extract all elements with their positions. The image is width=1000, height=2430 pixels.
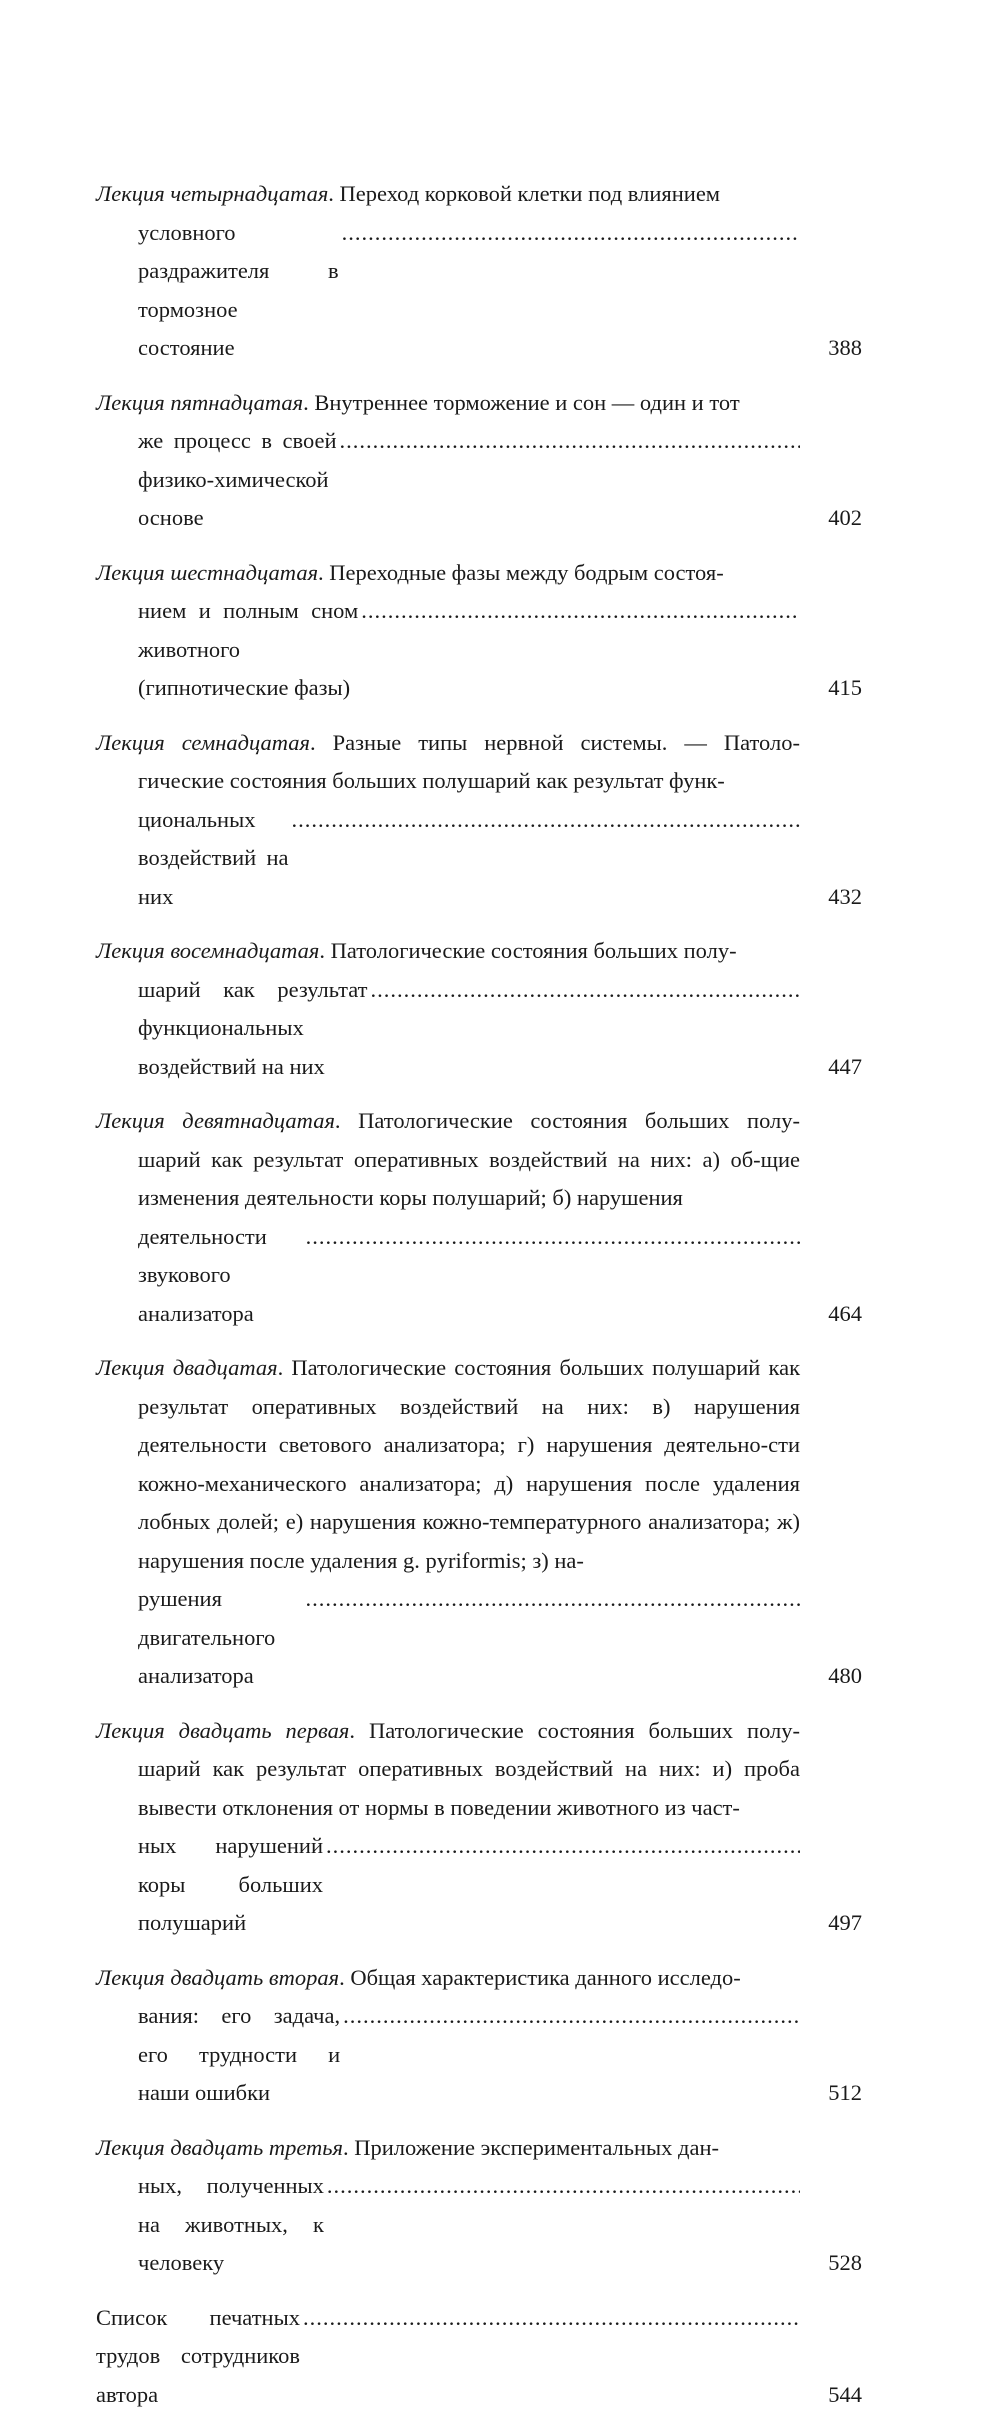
toc-entry-last-line [138, 1218, 800, 1334]
toc-entry-title: . Приложение экспериментальных дан- [342, 2134, 720, 2160]
toc-entry-title: Список печатных трудов сотрудников автора [96, 2304, 300, 2407]
toc-entry-title: . Общая характеристика данного исследо- [339, 1964, 741, 1990]
toc-entry-text [96, 1712, 862, 1943]
leader-dots [326, 1827, 800, 1866]
toc-entry-text [96, 175, 862, 368]
toc-page-number: 464 [828, 1300, 862, 1326]
toc-entry-text [96, 2299, 862, 2415]
leader-dots [371, 971, 801, 1010]
toc-entry-title-end: условного раздражителя в тормозное состояние [138, 219, 339, 360]
toc-entry-lecture-17[interactable] [96, 724, 862, 917]
toc-entry-title-end: деятельности звукового анализатора [138, 1223, 267, 1326]
toc-entry-last-line [138, 2167, 800, 2283]
toc-entry-title: . Внутреннее торможение и сон — один и тот [303, 389, 740, 415]
toc-entry-lecture-21[interactable] [96, 1712, 862, 1943]
toc-entry-title-end: же процесс в своей физико-химической основе [138, 428, 337, 530]
toc-entry-publications[interactable] [96, 2299, 862, 2415]
toc-entry-last-line [138, 1580, 800, 1696]
toc-entry-title-end: ных, полученных на животных, к человеку [138, 2173, 324, 2275]
toc-entry-text [96, 932, 862, 1086]
toc-entry-last-line [138, 1997, 800, 2113]
toc-entry-title-end: нием и полным сном животного (гипнотические фазы) [138, 598, 359, 700]
toc-page-number: 447 [828, 1053, 862, 1079]
toc-page-number: 480 [828, 1663, 862, 1688]
toc-entry-lead: Лекция двадцать первая [96, 1717, 350, 1743]
leader-dots [306, 1218, 800, 1257]
toc-entry-text [96, 1102, 862, 1333]
toc-entry-title-end: ных нарушений коры больших полушарий [138, 1833, 324, 1935]
toc-entry-text [96, 384, 862, 538]
toc-page-number: 402 [828, 505, 862, 530]
toc-entry-title-end: шарий как результат функциональных воздействий на них [138, 976, 368, 1079]
leader-dots [340, 422, 800, 461]
toc-entry-lecture-19[interactable] [96, 1102, 862, 1333]
toc-entry-last-line [138, 214, 800, 368]
toc-entry-lecture-20[interactable] [96, 1349, 862, 1696]
toc-entry-last-line [138, 1827, 800, 1943]
leader-dots [292, 801, 800, 840]
toc-entry-lecture-16[interactable] [96, 554, 862, 708]
toc-page-number: 528 [828, 2250, 862, 2275]
toc-entry-lead: Лекция восемнадцатая [96, 938, 320, 963]
toc-page-number: 512 [828, 2080, 862, 2105]
toc-entry-last-line [138, 971, 800, 1087]
toc-entry-title-end: рушения двигательного анализатора [138, 1586, 276, 1688]
leader-dots [303, 2299, 800, 2338]
toc-entry-text [96, 1349, 862, 1696]
toc-entry-title: . Патологические состояния больших полу-шарий как результат оперативных воздействий на них: и) проба вывести отклонения от нормы в поведении животного из част- [138, 1717, 800, 1820]
toc-entry-lead: Лекция пятнадцатая [96, 389, 304, 415]
toc-entry-last-line [138, 801, 800, 917]
toc-entry-lead: Лекция двадцать вторая [96, 1964, 340, 1990]
toc-entry-lecture-23[interactable] [96, 2129, 862, 2283]
toc-entry-title: . Разные типы нервной системы. — Патоло-гические состояния больших полушарий как результат функ- [138, 729, 800, 793]
toc-entry-text [96, 724, 862, 917]
leader-dots [343, 1997, 800, 2036]
toc-entry-last-line [96, 2299, 800, 2415]
toc-entry-title: . Патологические состояния больших полу- [319, 938, 737, 963]
toc-entry-lead: Лекция семнадцатая [96, 729, 311, 755]
toc-page-number: 432 [828, 883, 862, 909]
toc-entry-last-line [138, 592, 800, 708]
toc-page-number: 544 [828, 2381, 862, 2407]
toc-entry-lecture-14[interactable] [96, 175, 862, 368]
toc-page-number: 497 [828, 1910, 862, 1935]
toc-entry-lecture-18[interactable] [96, 932, 862, 1086]
toc-entry-title: . Переходные фазы между бодрым состоя- [318, 559, 724, 585]
toc-page-number: 388 [828, 335, 862, 360]
toc-entry-title-end: вания: его задача, его трудности и наши ошибки [138, 2003, 341, 2105]
toc-entry-title: . Переход корковой клетки под влиянием [328, 181, 721, 206]
toc-entry-lecture-22[interactable] [96, 1959, 862, 2113]
toc-entry-title-end: циональных воздействий на них [138, 806, 289, 909]
toc-entry-title: . Патологические состояния больших полушарий как результат оперативных воздействий на них: в) нарушения деятельности светового анализатора; г) нарушения деятельно-сти кожно-механического анализатора; д) нарушения после удаления лобных долей; е) нарушения кожно-температурного анализатора; ж) нарушения после удаления g. pyriformis; з) на- [138, 1355, 800, 1573]
toc-entry-last-line [138, 422, 800, 538]
toc-entry-lead: Лекция двадцать третья [96, 2134, 343, 2160]
toc-entry-lead: Лекция четырнадцатая [96, 181, 329, 206]
leader-dots [327, 2167, 800, 2206]
toc-entry-lead: Лекция шестнадцатая [96, 559, 319, 585]
leader-dots [306, 1580, 800, 1619]
toc-entry-lead: Лекция девятнадцатая [96, 1108, 335, 1133]
toc-entry-text [96, 2129, 862, 2283]
leader-dots [361, 592, 800, 631]
toc-entry-text [96, 1959, 862, 2113]
toc-page-number: 415 [828, 675, 862, 700]
toc-entry-lead: Лекция двадцатая [96, 1355, 278, 1380]
toc-entry-title: . Патологические состояния больших полу-шарий как результат оперативных воздействий на них: а) об-щие изменения деятельности коры полушарий; б) нарушения [138, 1108, 800, 1210]
toc-entry-lecture-15[interactable] [96, 384, 862, 538]
leader-dots [342, 214, 800, 253]
toc-entry-text [96, 554, 862, 708]
table-of-contents [96, 175, 862, 2430]
